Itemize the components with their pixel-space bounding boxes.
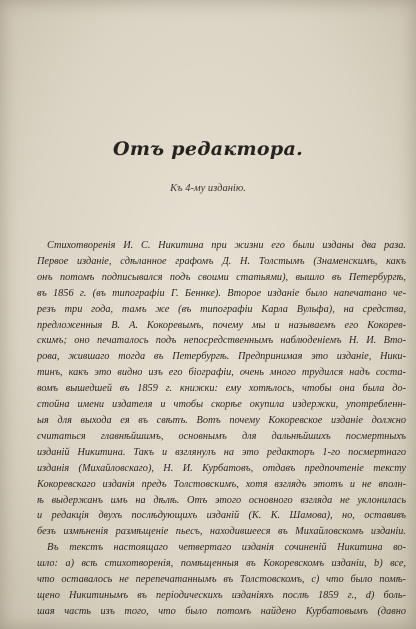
text-line: вомъ вышедшей въ 1859 г. книжки: ему хотѣлось, чтобы она была до- (37, 383, 406, 395)
text-line: Стихотворенія И. С. Никитина при жизни его были изданы два раза. (47, 240, 406, 251)
page-title: Отъ редактора. (112, 138, 304, 160)
preface-text (37, 238, 406, 620)
text-line: Въ текстъ настоящаго четвертаго изданія сочиненій Никитина во- (47, 542, 406, 554)
text-line: что оставалось не перепечатаннымъ въ Толстовскомъ, с) что было помѣ- (37, 574, 406, 586)
text-line: тинъ, какъ это видно изъ его біографіи, очень много трудился надъ соста- (37, 367, 406, 379)
text-line: ыя для выхода ея въ свѣтъ. Вотъ почему Кокоревское изданіе должно (37, 414, 406, 426)
edition-subtitle: Къ 4-му изданію. (170, 183, 246, 194)
text-line: скимъ; оно печаталось подъ непосредственнымъ наблюденіемъ Н. И. Вто- (37, 335, 406, 347)
text-line: рова, жившаго тогда въ Петербургѣ. Предпринимая это изданіе, Ники- (37, 351, 406, 363)
text-line: считаться главнѣйшимъ, основнымъ для дальнѣйшихъ посмертныхъ (37, 430, 406, 442)
text-line: изданія (Михайловскаго), Н. И. Курбатовъ, отдавъ предпочтеніе тексту (37, 462, 406, 474)
text-line: Кокоревскаго изданія предъ Толстовскимъ, хотя взглядъ этотъ и не вполн- (37, 478, 406, 490)
text-line: и редакція двухъ послѣдующихъ изданій (К. К. Шамова), но, оставивъ (37, 510, 406, 522)
text-line: Первое изданіе, сдѣланное графомъ Д. Н. Толстымъ (Знаменскимъ, какъ (37, 255, 406, 267)
text-line: ѣ выдержанъ имъ на дѣлѣ. Отъ этого основного взгляда не уклонилась (37, 494, 406, 506)
text-line: шло: а) всѣ стихотворенія, помѣщенныя въ Кокоревскомъ изданіи, b) все, (37, 558, 406, 570)
text-line: безъ измѣненія размѣщеніе пьесъ, находившееся въ Михайловскомъ изданіи. (37, 526, 406, 538)
text-line: въ 1856 г. (въ типографіи Г. Беннке). Второе изданіе было напечатано че- (37, 287, 406, 299)
text-line: резъ три года, тамъ же (въ типографіи Карла Вульфа), на средства, (37, 303, 406, 315)
text-line: предложенныя В. А. Кокоревымъ, почему мы и называемъ его Кокорев- (37, 319, 406, 331)
text-line: щено Никитинымъ въ періодическихъ изданіяхъ послѣ 1859 г., d) боль- (37, 589, 406, 601)
text-line: онъ потомъ подписывался подъ своими статьями), вышло въ Петербургѣ, (37, 271, 406, 283)
text-line: шая часть изъ того, что было потомъ найдено Курбатовымъ (давно (37, 605, 406, 617)
text-line: стойна имени издателя и чтобы скорѣе окупила издержки, употребленн- (37, 399, 406, 411)
text-line: изданій Никитина. Такъ и взглянулъ на это редакторъ 1-го посмертнаго (37, 446, 406, 458)
